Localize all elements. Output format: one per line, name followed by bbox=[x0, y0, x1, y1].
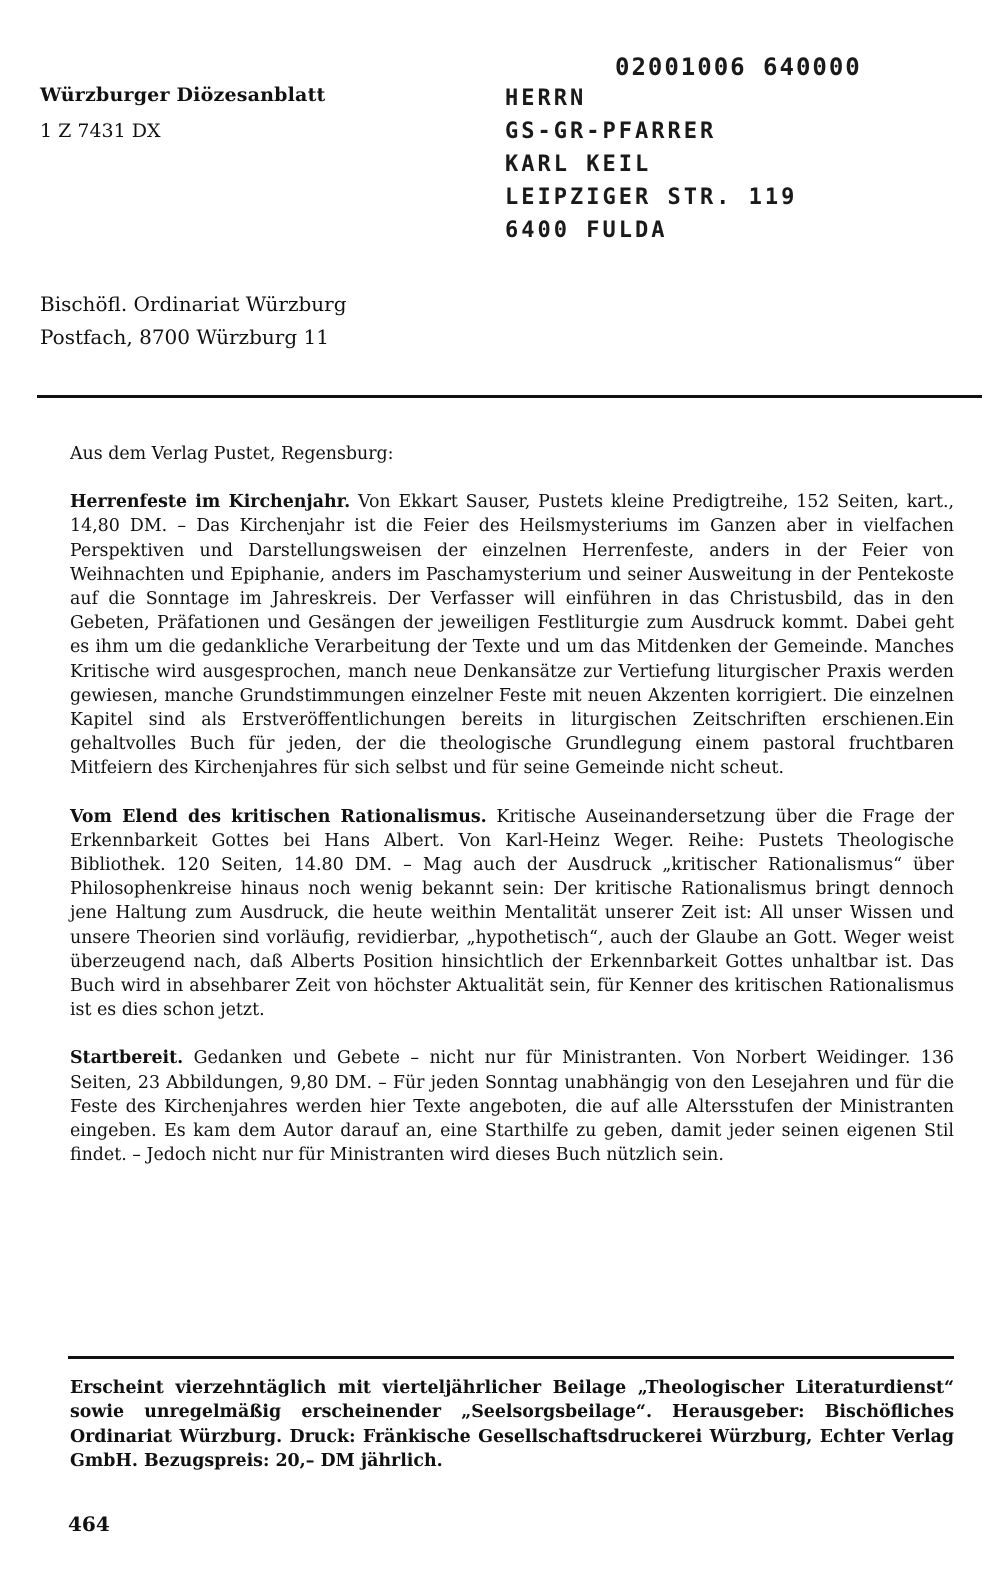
address-label bbox=[505, 52, 862, 247]
sender-line: Bischöfl. Ordinariat Würzburg bbox=[40, 292, 347, 316]
address-line: KARL KEIL bbox=[505, 152, 652, 177]
review-entry bbox=[70, 1046, 954, 1167]
bottom-divider bbox=[68, 1356, 954, 1359]
address-line: 6400 FULDA bbox=[505, 218, 668, 243]
review-entry bbox=[70, 490, 954, 780]
publisher-intro: Aus dem Verlag Pustet, Regensburg: bbox=[70, 444, 394, 464]
review-text: Kritische Auseinandersetzung über die Frage der Erkennbarkeit Gottes bei Hans Albert. Von Karl-Heinz Weger. Reihe: Pustets Theologische Bibliothek. 120 Seiten, 14.80 DM. – Mag auch der Ausdruck „kritischer Rationalismus“ über Philosophenkreise hinaus noch wenig bekannt sein: Der kritische Rationalismus bringt dennoch jene Haltung zum Ausdruck, die heute weithin Mentalität unserer Zeit ist: All unser Wissen und unsere Theorien sind vorläufig, revidierbar, „hypothetisch“, auch der Glaube an Gott. Weger weist überzeugend nach, daß Alberts Position hinsichtlich der Erkennbarkeit Gottes unhaltbar ist. Das Buch wird in absehbarer Zeit von höchster Aktualität sein, für Kenner des kritischen Rationalismus ist es dies schon jetzt. bbox=[70, 806, 954, 1021]
page-number: 464 bbox=[68, 1512, 110, 1536]
review-title: Vom Elend des kritischen Rationalismus. bbox=[70, 806, 487, 827]
address-line: GS-GR-PFARRER bbox=[505, 119, 717, 144]
review-title: Herrenfeste im Kirchenjahr. bbox=[70, 492, 351, 513]
review-title: Startbereit. bbox=[70, 1048, 184, 1069]
top-divider bbox=[37, 395, 982, 398]
address-line: HERRN bbox=[505, 86, 587, 111]
address-code-line: 02001006 640000 bbox=[615, 53, 862, 81]
address-line: LEIPZIGER STR. 119 bbox=[505, 185, 798, 210]
review-text: Gedanken und Gebete – nicht nur für Ministranten. Von Norbert Weidinger. 136 Seiten, 23 Abbildungen, 9,80 DM. – Für jeden Sonntag unabhängig von den Lesejahren und für die Feste des Kirchenjahres werden hier Texte angeboten, die auf alle Altersstufen der Ministranten eingeben. Es kam dem Autor darauf an, eine Starthilfe zu geben, damit jeder seinen eigenen Stil findet. – Jedoch nicht nur für Ministranten wird dieses Buch nützlich sein. bbox=[70, 1048, 954, 1166]
publication-code: 1 Z 7431 DX bbox=[40, 120, 161, 142]
sender-line: Postfach, 8700 Würzburg 11 bbox=[40, 325, 329, 349]
review-text: Von Ekkart Sauser, Pustets kleine Predigtreihe, 152 Seiten, kart., 14,80 DM. – Das Kirchenjahr ist die Feier des Heilsmysteriums im Ganzen aber in vielfachen Perspektiven und Darstellungsweisen der einzelnen Herrenfeste, anders in der Feier von Weihnachten und Epiphanie, anders im Paschamysterium und seiner Ausweitung in der Pentekoste auf die Sonntage im Jahreskreis. Der Verfasser will einführen in das Christusbild, das in den Gebeten, Präfationen und Gesängen der jeweiligen Festliturgie zum Ausdruck kommt. Dabei geht es ihm um die gedankliche Verarbeitung der Texte und um das Mitdenken der Gemeinde. Manches Kritische wird ausgesprochen, manch neue Denkansätze zur Vertiefung liturgischer Praxis werden gewiesen, manche Grundstimmungen einzelner Feste mit neuen Akzenten korrigiert. Die einzelnen Kapitel sind als Erstveröffentlichungen bereits in liturgischen Zeitschriften erschienen.Ein gehaltvolles Buch für jeden, der die theologische Grundlegung einem pastoral fruchtbaren Mitfeiern des Kirchenjahres für sich selbst und für seine Gemeinde nicht scheut. bbox=[70, 492, 954, 779]
publication-title: Würzburger Diözesanblatt bbox=[40, 84, 326, 106]
publication-footer: Erscheint vierzehntäglich mit vierteljährlicher Beilage „Theologischer Literaturdienst“ sowie unregelmäßig erscheinender „Seelsorgsbeilage“. Herausgeber: Bischöfliches Ordinariat Würzburg. Druck: Fränkische Gesellschaftsdruckerei Würzburg, Echter Verlag GmbH. Bezugspreis: 20,– DM jährlich. bbox=[70, 1378, 954, 1472]
review-entry bbox=[70, 805, 954, 1023]
sender-address bbox=[40, 288, 347, 354]
book-reviews bbox=[70, 442, 954, 1191]
